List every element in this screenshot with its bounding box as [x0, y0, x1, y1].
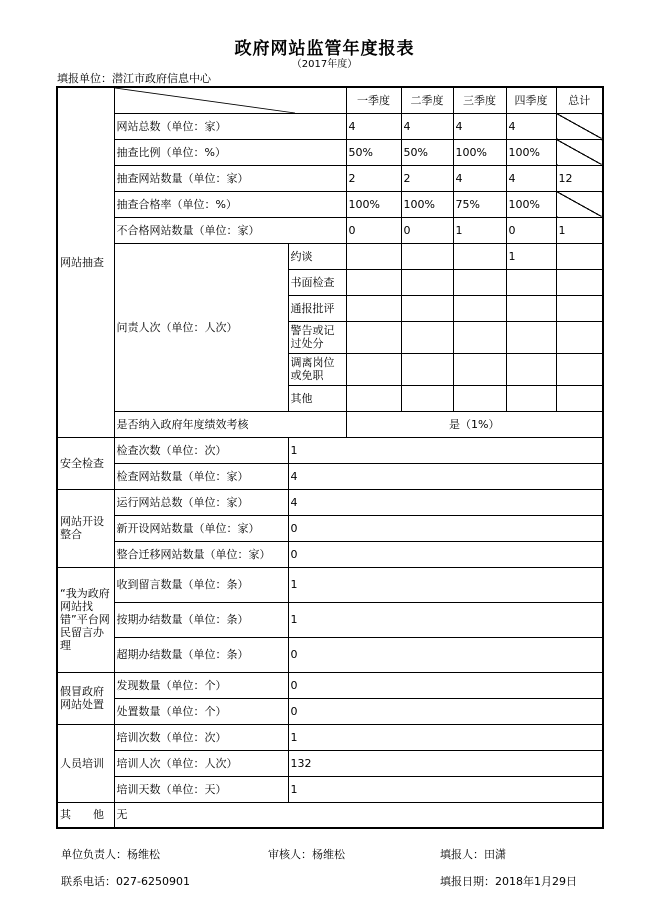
spot-value: 12 [556, 165, 603, 191]
assessment-value: 是（1%） [346, 411, 603, 437]
accountability-value [506, 321, 556, 353]
spot-value: 4 [453, 113, 506, 139]
accountability-value [401, 243, 453, 269]
accountability-value [401, 385, 453, 411]
spot-check-group: 网站抽查 [57, 87, 114, 437]
report-date: 填报日期：2018年1月29日 [440, 875, 577, 888]
accountability-value [346, 353, 401, 385]
accountability-value [556, 385, 603, 411]
spot-value: 100% [506, 139, 556, 165]
accountability-type: 警告或记过处分 [288, 321, 346, 353]
message-row-value: 0 [288, 637, 603, 672]
message-group: “我为政府网站找错”平台网民留言办理 [57, 567, 114, 672]
accountability-value [401, 295, 453, 321]
spot-value: 0 [401, 217, 453, 243]
col-header: 二季度 [401, 87, 453, 113]
training-row-value: 1 [288, 776, 603, 802]
integration-row-label: 新开设网站数量（单位：家） [114, 515, 288, 541]
total-diagonal-cell [556, 113, 603, 139]
reporting-unit-value: 潜江市政府信息中心 [112, 72, 211, 85]
header-diagonal-cell [114, 87, 346, 113]
spot-value: 2 [401, 165, 453, 191]
accountability-value [556, 295, 603, 321]
accountability-value [453, 353, 506, 385]
report-body [57, 87, 603, 828]
integration-row-value: 4 [288, 489, 603, 515]
accountability-value [401, 353, 453, 385]
integration-row-label: 整合迁移网站数量（单位：家） [114, 541, 288, 567]
spot-value: 4 [346, 113, 401, 139]
accountability-value: 1 [506, 243, 556, 269]
reviewer: 审核人：杨维松 [268, 848, 345, 861]
spot-value: 1 [453, 217, 506, 243]
accountability-type: 其他 [288, 385, 346, 411]
spot-value: 0 [346, 217, 401, 243]
filler: 填报人：田潇 [440, 848, 506, 861]
fake-group: 假冒政府网站处置 [57, 672, 114, 724]
accountability-value [506, 353, 556, 385]
training-group: 人员培训 [57, 724, 114, 802]
safety-group: 安全检查 [57, 437, 114, 489]
report-title: 政府网站监管年度报表 [234, 39, 415, 59]
accountability-value [453, 295, 506, 321]
accountability-value [453, 385, 506, 411]
accountability-value [556, 269, 603, 295]
message-row-value: 1 [288, 567, 603, 602]
accountability-value [401, 321, 453, 353]
training-row-value: 132 [288, 750, 603, 776]
unit-leader: 单位负责人：杨维松 [61, 848, 160, 861]
other-value: 无 [114, 802, 603, 828]
integration-row-label: 运行网站总数（单位：家） [114, 489, 288, 515]
spot-value: 50% [401, 139, 453, 165]
diagonal-line [115, 88, 347, 113]
accountability-value [346, 269, 401, 295]
spot-row-label: 抽查合格率（单位：%） [114, 191, 346, 217]
contact-phone: 联系电话：027-6250901 [61, 875, 190, 888]
total-diagonal-cell [556, 191, 603, 217]
fake-row-label: 发现数量（单位：个） [114, 672, 288, 698]
message-row-label: 收到留言数量（单位：条） [114, 567, 288, 602]
message-row-value: 1 [288, 602, 603, 637]
reporting-unit [57, 70, 211, 86]
col-header: 三季度 [453, 87, 506, 113]
spot-value: 4 [506, 165, 556, 191]
report-year: （2017年度） [291, 59, 358, 70]
fake-row-value: 0 [288, 672, 603, 698]
spot-value: 4 [401, 113, 453, 139]
accountability-value [346, 295, 401, 321]
accountability-value [453, 269, 506, 295]
accountability-value [556, 321, 603, 353]
accountability-value [453, 321, 506, 353]
spot-value: 1 [556, 217, 603, 243]
accountability-label: 问责人次（单位：人次） [114, 243, 288, 411]
col-header: 一季度 [346, 87, 401, 113]
safety-row-label: 检查网站数量（单位：家） [114, 463, 288, 489]
spot-row-label: 抽查网站数量（单位：家） [114, 165, 346, 191]
training-row-label: 培训次数（单位：次） [114, 724, 288, 750]
spot-value: 100% [346, 191, 401, 217]
accountability-type: 书面检查 [288, 269, 346, 295]
spot-value: 50% [346, 139, 401, 165]
fake-row-value: 0 [288, 698, 603, 724]
safety-row-value: 1 [288, 437, 603, 463]
col-header: 四季度 [506, 87, 556, 113]
col-header: 总计 [556, 87, 603, 113]
accountability-type: 约谈 [288, 243, 346, 269]
accountability-value [346, 321, 401, 353]
spot-row-label: 不合格网站数量（单位：家） [114, 217, 346, 243]
message-row-label: 超期办结数量（单位：条） [114, 637, 288, 672]
integration-row-value: 0 [288, 515, 603, 541]
other-label: 其 他 [57, 802, 114, 828]
spot-value: 100% [401, 191, 453, 217]
training-row-label: 培训天数（单位：天） [114, 776, 288, 802]
accountability-value [556, 243, 603, 269]
accountability-value [401, 269, 453, 295]
spot-row-label: 抽查比例（单位：%） [114, 139, 346, 165]
accountability-value [506, 269, 556, 295]
training-row-label: 培训人次（单位：人次） [114, 750, 288, 776]
message-row-label: 按期办结数量（单位：条） [114, 602, 288, 637]
spot-value: 4 [453, 165, 506, 191]
integration-group: 网站开设整合 [57, 489, 114, 567]
total-diagonal-cell [556, 139, 603, 165]
accountability-value [506, 385, 556, 411]
spot-value: 2 [346, 165, 401, 191]
spot-value: 100% [506, 191, 556, 217]
training-row-value: 1 [288, 724, 603, 750]
spot-value: 75% [453, 191, 506, 217]
integration-row-value: 0 [288, 541, 603, 567]
accountability-value [556, 353, 603, 385]
safety-row-label: 检查次数（单位：次） [114, 437, 288, 463]
safety-row-value: 4 [288, 463, 603, 489]
accountability-value [346, 243, 401, 269]
fake-row-label: 处置数量（单位：个） [114, 698, 288, 724]
accountability-type: 调离岗位或免职 [288, 353, 346, 385]
spot-row-label: 网站总数（单位：家） [114, 113, 346, 139]
accountability-value [346, 385, 401, 411]
assessment-label: 是否纳入政府年度绩效考核 [114, 411, 346, 437]
accountability-type: 通报批评 [288, 295, 346, 321]
report-table [56, 86, 604, 829]
reporting-unit-label: 填报单位： [57, 72, 112, 85]
spot-value: 100% [453, 139, 506, 165]
accountability-value [506, 295, 556, 321]
spot-value: 0 [506, 217, 556, 243]
accountability-value [453, 243, 506, 269]
spot-value: 4 [506, 113, 556, 139]
